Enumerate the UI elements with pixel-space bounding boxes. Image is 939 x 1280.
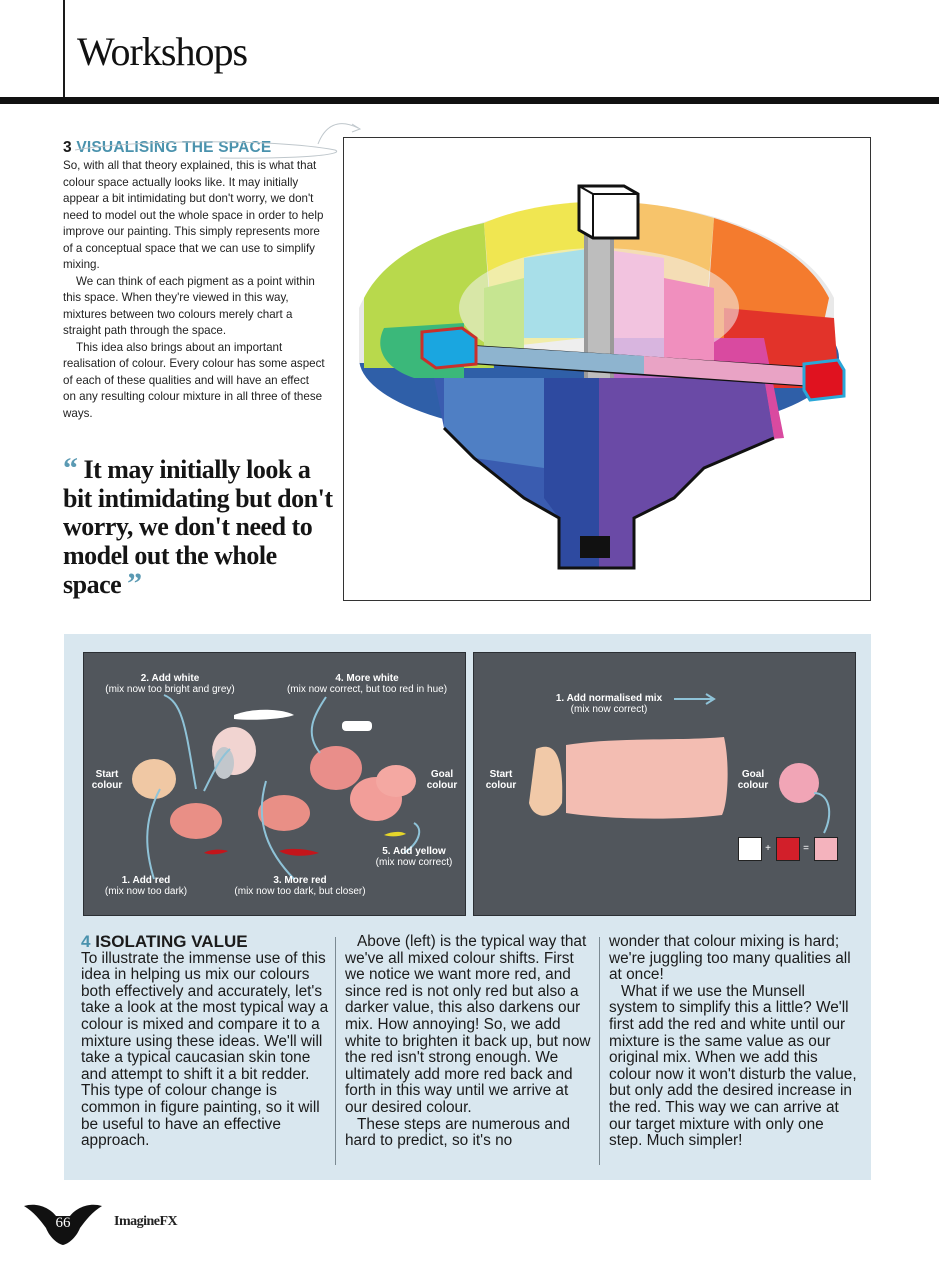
label-add-white: 2. Add white (mix now too bright and grey) (105, 673, 235, 695)
section3-body (63, 158, 325, 422)
label-start-colour: Start colour (91, 769, 123, 791)
label-more-white: 4. More white (mix now correct, but too red in hue) (286, 673, 448, 695)
munsell-colour-solid-figure (343, 137, 871, 601)
label-goal-colour: Goal colour (737, 769, 769, 791)
munsell-solid-illustration (344, 138, 870, 600)
column-divider (335, 937, 336, 1165)
section4-column-1 (81, 934, 329, 1150)
section3-paragraph: This idea also brings about an important realisation of colour. Every colour has some aspect of each of these qualities and will have an effect on any resulting colour mixture in all three of these ways. (63, 340, 325, 420)
page-number-emblem (22, 1198, 104, 1246)
label-add-yellow: 5. Add yellow (mix now correct) (375, 846, 453, 868)
open-quote-mark: “ (63, 452, 78, 485)
section3-title: VISUALISING THE SPACE (76, 139, 272, 156)
section3-number: 3 (63, 139, 72, 156)
normalised-mixing-photo (473, 652, 856, 916)
pull-quote (63, 452, 338, 600)
section4-title: ISOLATING VALUE (95, 932, 248, 951)
header-horizontal-rule (0, 97, 939, 104)
section4-paragraph: wonder that colour mixing is hard; we're juggling too many qualities all at once! (609, 933, 851, 984)
white-swatch (738, 837, 762, 861)
heading-swoosh-arrow (70, 114, 370, 159)
plus-sign: + (765, 843, 771, 854)
typical-mixing-photo (83, 652, 466, 916)
pink-result-swatch (814, 837, 838, 861)
label-more-red: 3. More red (mix now too dark, but closer) (234, 875, 366, 897)
column-divider (599, 937, 600, 1165)
pull-quote-text: It may initially look a bit intimidating but don't worry, we don't need to model out the whole space (63, 455, 333, 599)
red-swatch (776, 837, 800, 861)
section4-paragraph: What if we use the Munsell system to simplify this a little? We'll first add the red and white until our mixture is the same value as our original mix. When we add this colour now it won't disturb the value, but only add the desired increase in the red. This way we can arrive at our target mixture with only one step. Much simpler! (609, 982, 857, 1150)
section4-paragraph: These steps are numerous and hard to predict, so it's no (345, 1115, 571, 1150)
header-vertical-rule (63, 0, 65, 98)
section3-paragraph: So, with all that theory explained, this is what that colour space actually looks like. It may initially appear a bit intimidating but don't worry, we don't need to model out the whole space in order to help improve our painting. This simply represents more of a conceptual space that we can use to simplify mixing. (63, 159, 324, 271)
page-number: 66 (55, 1215, 71, 1231)
label-add-red: 1. Add red (mix now too dark) (104, 875, 188, 897)
label-start-colour: Start colour (485, 769, 517, 791)
section-title: Workshops (77, 29, 248, 74)
section4-column-2 (345, 934, 593, 1150)
equals-sign: = (803, 843, 809, 854)
section4-paragraph: To illustrate the immense use of this idea in helping us mix our colours both effectively and accurately, let's take a look at the most typical way a colour is mixed and compare it to a mixture using these ideas. We'll will take a typical caucasian skin tone and attempt to shift it a bit redder. This type of colour change is common in figure painting, so it will be useful to have an effective approach. (81, 949, 329, 1150)
close-quote-mark: ” (127, 567, 142, 600)
label-add-normalised-mix: 1. Add normalised mix (mix now correct) (555, 693, 663, 715)
label-goal-colour: Goal colour (426, 769, 458, 791)
section4-number: 4 (81, 932, 91, 951)
section3-paragraph: We can think of each pigment as a point within this space. When they're viewed in this way, mixtures between two colours merely chart a straight path through the space. (63, 274, 315, 337)
section4-heading (81, 934, 329, 951)
section4-column-3 (609, 934, 857, 1150)
magazine-logo: ImagineFX (114, 1214, 178, 1229)
section4-paragraph: Above (left) is the typical way that we've all mixed colour shifts. First we notice we want more red, and since red is not only red but also a darker value, this also darkens our mix. How annoying! So, we add white to brighten it back up, but now the red isn't strong enough. We ultimately add more red back and forth in this way until we arrive at our desired colour. (345, 933, 591, 1116)
